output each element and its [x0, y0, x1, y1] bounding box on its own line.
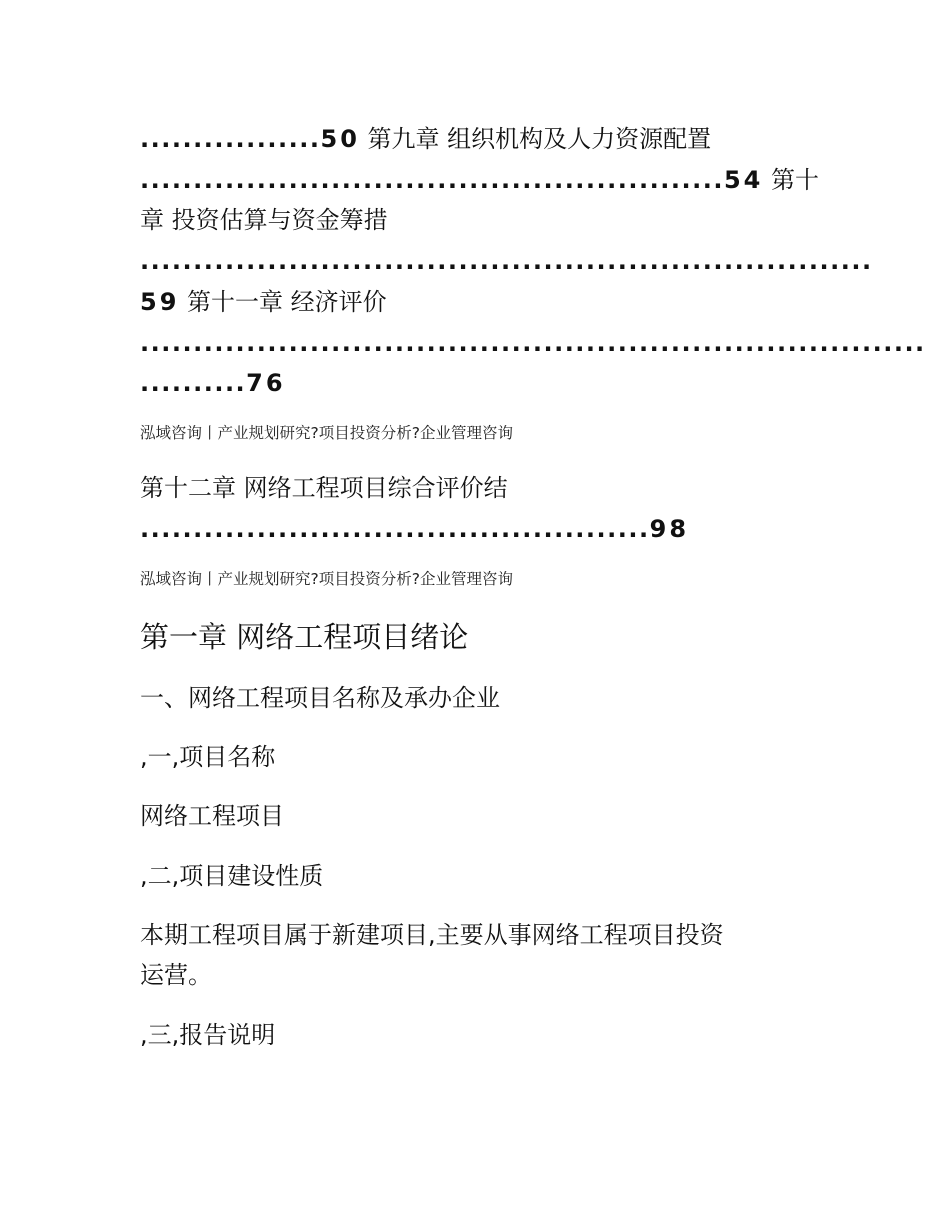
toc-page-number: 76 [246, 369, 286, 397]
toc-page-number: 50 [320, 125, 360, 153]
toc-leader-dots: ................................................ [140, 515, 650, 543]
toc-leader-line [140, 328, 926, 358]
item-label-project-name: ,一,项目名称 [140, 743, 276, 771]
item-value-construction-nature-continued: 运营。 [140, 961, 212, 989]
running-header: 泓域咨询丨产业规划研究?项目投资分析?企业管理咨询 [140, 424, 513, 442]
toc-leader-line [140, 246, 873, 276]
toc-page-number: 54 [723, 166, 764, 194]
section-heading: 一、网络工程项目名称及承办企业 [140, 684, 500, 712]
toc-page-number: 98 [649, 515, 690, 543]
item-value-construction-nature: 本期工程项目属于新建项目,主要从事网络工程项目投资 [140, 921, 724, 949]
toc-entry-chapter-9[interactable] [140, 124, 711, 154]
toc-entry-title: 第九章 组织机构及人力资源配置 [359, 125, 712, 153]
item-label-report-description: ,三,报告说明 [140, 1021, 276, 1049]
toc-leader-dots: ....................................................... [140, 166, 724, 194]
item-value-project-name: 网络工程项目 [140, 802, 284, 830]
toc-leader-dots: ................. [140, 125, 321, 153]
toc-entry-title: 第十 [763, 166, 819, 194]
toc-entry-chapter-11[interactable] [140, 287, 387, 317]
toc-entry-chapter-10[interactable] [140, 165, 819, 195]
toc-page-number: 59 [140, 288, 180, 316]
toc-entry-page-76[interactable] [140, 368, 286, 398]
toc-entry-title: 第十一章 经济评价 [179, 288, 387, 316]
toc-leader-dots: ..................................................................... [140, 247, 873, 275]
toc-leader-dots: .......................................................................... [140, 329, 926, 357]
item-label-construction-nature: ,二,项目建设性质 [140, 862, 324, 890]
toc-leader-dots: .......... [140, 369, 247, 397]
running-header: 泓域咨询丨产业规划研究?项目投资分析?企业管理咨询 [140, 570, 513, 588]
chapter-title: 第一章 网络工程项目绪论 [140, 620, 469, 654]
toc-entry-title-continued: 章 投资估算与资金筹措 [140, 206, 388, 234]
toc-entry-page-98[interactable] [140, 514, 689, 544]
toc-entry-chapter-12[interactable]: 第十二章 网络工程项目综合评价结 [140, 474, 508, 502]
